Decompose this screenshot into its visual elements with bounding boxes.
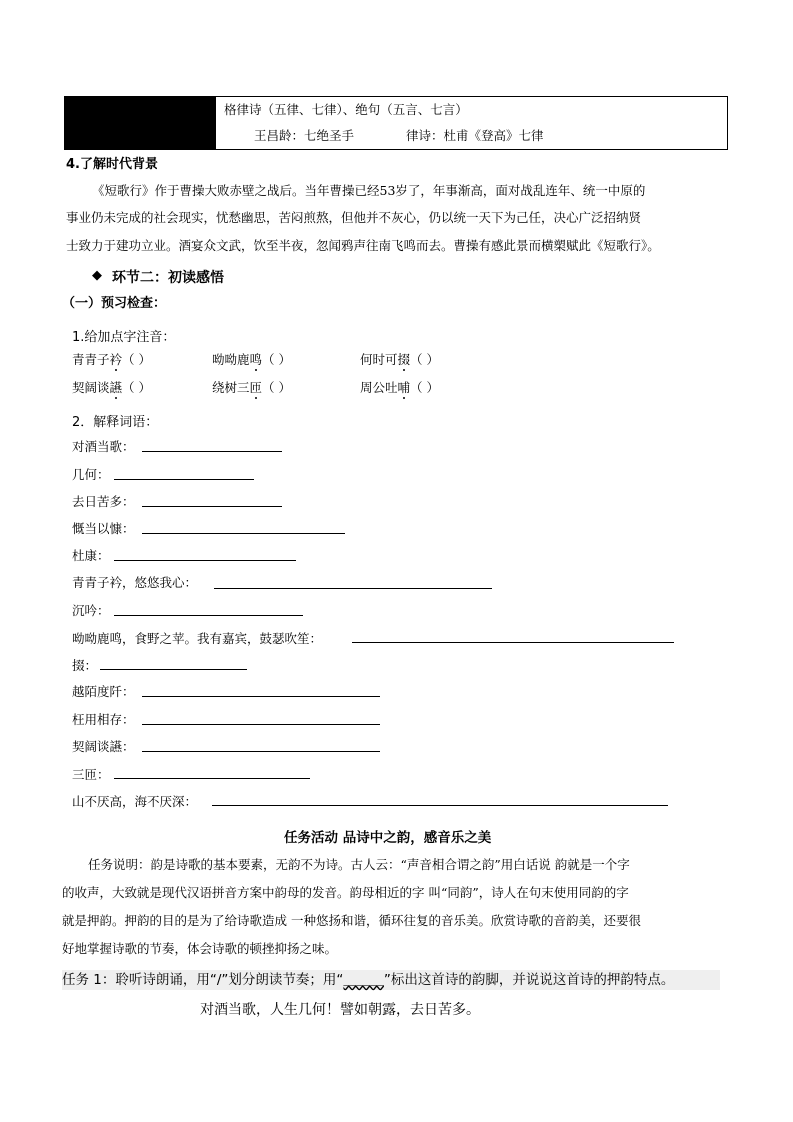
answer-blank[interactable]	[142, 696, 380, 697]
explain-item: 几何：	[72, 467, 110, 482]
table-row-2a: 王昌龄：七绝圣手	[254, 128, 355, 143]
diamond-icon: ◆	[92, 268, 102, 283]
answer-blank[interactable]	[142, 451, 282, 452]
background-line-2: 事业仍未完成的社会现实，忧愁幽思，苦闷煎熬，但他并不灰心，仍以统一天下为己任，决心广泛招纳贤	[66, 210, 642, 225]
explain-item: 越陌度阡：	[72, 684, 135, 699]
answer-blank[interactable]	[142, 751, 380, 752]
explain-item: 契阔谈讌：	[72, 739, 135, 754]
answer-blank[interactable]	[142, 724, 380, 725]
wavy-mark: ＿＿＿	[343, 972, 384, 988]
explain-item: 去日苦多：	[72, 494, 135, 509]
explain-item: 沉吟：	[72, 603, 110, 618]
section-subtitle: （一）预习检查：	[62, 296, 167, 311]
answer-blank[interactable]	[114, 560, 296, 561]
answer-blank[interactable]	[114, 615, 303, 616]
explain-item: 呦呦鹿鸣，食野之苹。我有嘉宾，鼓瑟吹笙：	[72, 631, 323, 646]
task-desc-2: 的收声，大致就是现代汉语拼音方案中韵母的发音。韵母相近的字 叫“同韵”，诗人在句末使用同韵的字	[62, 885, 629, 900]
task-desc-4: 好地掌握诗歌的节奏，体会诗歌的顿挫抑扬之味。	[62, 941, 338, 956]
answer-blank[interactable]	[214, 588, 492, 589]
explain-item: 慨当以慷：	[72, 521, 135, 536]
explain-item: 青青子衿，悠悠我心：	[72, 575, 198, 590]
pinyin-item: 呦呦鹿鸣（ ）	[212, 352, 292, 367]
background-line-1: 《短歌行》作于曹操大败赤壁之战后。当年曹操已经53岁了，年事渐高，面对战乱连年、统一中原的	[92, 183, 646, 198]
table-text-cell	[215, 97, 727, 149]
pinyin-item: 何时可掇（ ）	[360, 352, 440, 367]
answer-blank[interactable]	[142, 506, 282, 507]
pinyin-item: 青青子衿（ ）	[72, 352, 152, 367]
table-row-1: 格律诗（五律、七律）、绝句（五言、七言）	[224, 102, 468, 117]
poem-line: 对酒当歌，人生几何！譬如朝露，去日苦多。	[200, 1002, 480, 1018]
table-row-2b: 律诗：杜甫《登高》七律	[406, 128, 544, 143]
task-title: 任务活动 品诗中之韵，感音乐之美	[284, 830, 492, 846]
explain-item: 杜康：	[72, 548, 110, 563]
pinyin-item: 绕树三匝（ ）	[212, 380, 292, 395]
answer-blank[interactable]	[114, 479, 254, 480]
pinyin-item: 周公吐哺（ ）	[360, 380, 440, 395]
answer-blank[interactable]	[212, 805, 668, 806]
answer-blank[interactable]	[114, 778, 310, 779]
answer-blank[interactable]	[142, 533, 345, 534]
explain-item: 掇：	[72, 658, 98, 673]
explain-item: 山不厌高，海不厌深：	[72, 794, 198, 809]
background-heading: 4.了解时代背景	[66, 157, 158, 172]
task-1: 任务 1：聆听诗朗诵，用“/”划分朗读节奏；用“＿＿＿”标出这首诗的韵脚，并说说这首诗的押韵特点。	[62, 970, 720, 990]
background-line-3: 士致力于建功立业。酒宴众文武，饮至半夜，忽闻鸦声往南飞鸣而去。曹操有感此景而横槊赋此《短歌行》。	[66, 238, 660, 253]
explain-item: 三匝：	[72, 767, 110, 782]
explain-item: 枉用相存：	[72, 712, 135, 727]
section-title: 环节二：初读感悟	[112, 270, 224, 286]
table-black-cell	[65, 97, 215, 149]
pinyin-item: 契阔谈讌（ ）	[72, 380, 152, 395]
task-desc-1: 任务说明：韵是诗歌的基本要素，无韵不为诗。古人云：“声音相合谓之韵”用白话说 韵就是一个字	[88, 857, 630, 872]
answer-blank[interactable]	[100, 669, 247, 670]
pinyin-heading: 1.给加点字注音：	[72, 330, 176, 345]
task-desc-3: 就是押韵。押韵的目的是为了给诗歌造成 一种悠扬和谐，循环往复的音乐美。欣赏诗歌的音韵美，还要很	[62, 913, 641, 928]
info-table	[64, 96, 728, 150]
explain-heading: 2．解释词语：	[72, 415, 159, 430]
answer-blank[interactable]	[352, 642, 674, 643]
explain-item: 对酒当歌：	[72, 439, 135, 454]
